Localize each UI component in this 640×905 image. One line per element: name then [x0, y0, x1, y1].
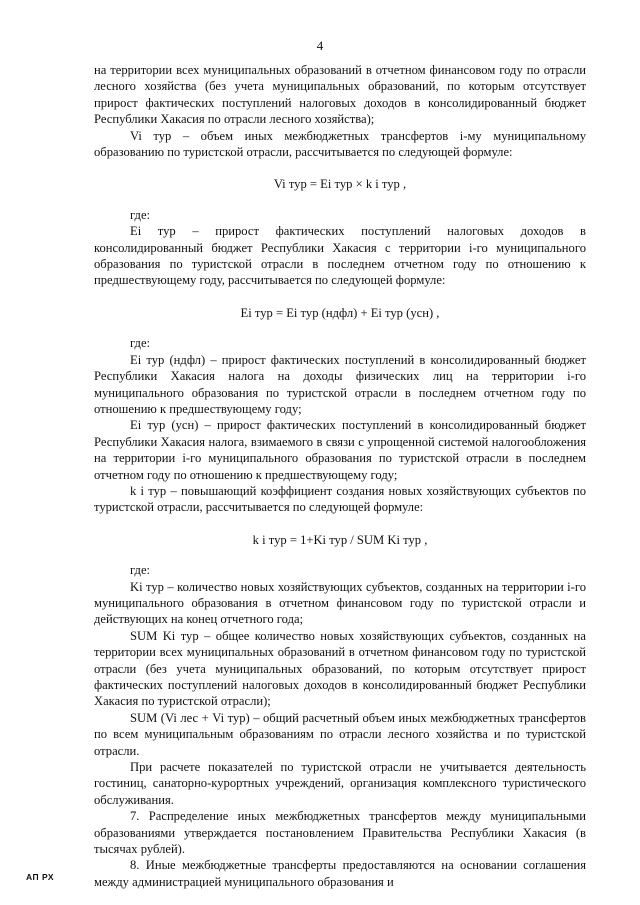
paragraph-vi-definition: Vi тур – объем иных межбюджетных трансфертов i-му муниципальному образованию по туристской отрасли, рассчитывается по следующей формуле: — [94, 128, 586, 160]
paragraph-exclusions: При расчете показателей по туристской отрасли не учитывается деятельность гостиниц, санаторно-курортных учреждений, организация комплексного туристического обслуживания. — [94, 760, 586, 807]
paragraph-sum-vi: SUM (Vi лес + Vi тур) – общий расчетный объем иных межбюджетных трансфертов по всем муниципальным образованиям по отрасли лесного хозяйства и по туристской отрасли. — [94, 710, 586, 758]
footer-mark: АП РХ — [26, 872, 55, 882]
paragraph-ei-usn: Ei тур (усн) – прирост фактических поступлений в консолидированный бюджет Республики Хакасия налога, взимаемого в связи с упрощенной системой налогообложения на территории i-го муниципального образования по туристской отрасли в последнем отчетном году по отношению к предшествующему году; — [94, 418, 586, 482]
formula-ei: Ei тур = Ei тур (ндфл) + Ei тур (усн) , — [240, 305, 440, 320]
paragraph-item-8: 8. Иные межбюджетные трансферты предоставляются на основании соглашения между администрацией муниципального образования и — [94, 858, 586, 889]
paragraph-ei-ndfl: Ei тур (ндфл) – прирост фактических поступлений в консолидированный бюджет Республики Хакасия налога на доходы физических лиц на территории i-го муниципального образования по туристской отрасли в последнем отчетном году по отношению к предшествующему году; — [94, 352, 586, 416]
paragraph-item-7: 7. Распределение иных межбюджетных трансфертов между муниципальными образованиями утверждается постановлением Правительства Республики Хакасия (в тысячах рублей). — [94, 809, 586, 857]
where-label: где: — [130, 563, 151, 578]
paragraph-k-definition: k i тур – повышающий коэффициент создания новых хозяйствующих субъектов по туристской отрасли, рассчитывается по следующей формуле: — [94, 483, 586, 515]
paragraph: на территории всех муниципальных образований в отчетном финансовом году по отрасли лесного хозяйства (без учета муниципальных образований, по которым отсутствует прирост фактических поступлений налоговых доходов в консолидированный бюджет Республики Хакасия по отрасли лесного хозяйства); — [94, 63, 586, 127]
where-label: где: — [130, 207, 151, 222]
page-number: 4 — [316, 38, 324, 53]
paragraph-ki: Ki тур – количество новых хозяйствующих субъектов, созданных на территории i-го муниципального образования в отчетном финансовом году по туристской отрасли и действующих на конец отчетного года; — [94, 579, 586, 627]
formula-k: k i тур = 1+Ki тур / SUM Ki тур , — [252, 532, 428, 547]
formula-vi: Vi тур = Ei тур × k i тур , — [273, 177, 407, 192]
document-body — [94, 62, 586, 890]
where-label: где: — [130, 336, 151, 351]
paragraph-sum-ki: SUM Ki тур – общее количество новых хозяйствующих субъектов, созданных на территории всех муниципальных образований в отчетном финансовом году по туристской отрасли (без учета муниципальных образований, по которым отсутствует прирост фактических поступлений налоговых доходов в консолидированный бюджет Республики Хакасия по туристской отрасли); — [94, 628, 586, 709]
paragraph-ei-definition: Ei тур – прирост фактических поступлений налоговых доходов в консолидированный бюджет Республики Хакасия с территории i-го муниципального образования по туристской отрасли в последнем отчетном году по отношению к предшествующему году, рассчитывается по следующей формуле: — [94, 224, 586, 288]
